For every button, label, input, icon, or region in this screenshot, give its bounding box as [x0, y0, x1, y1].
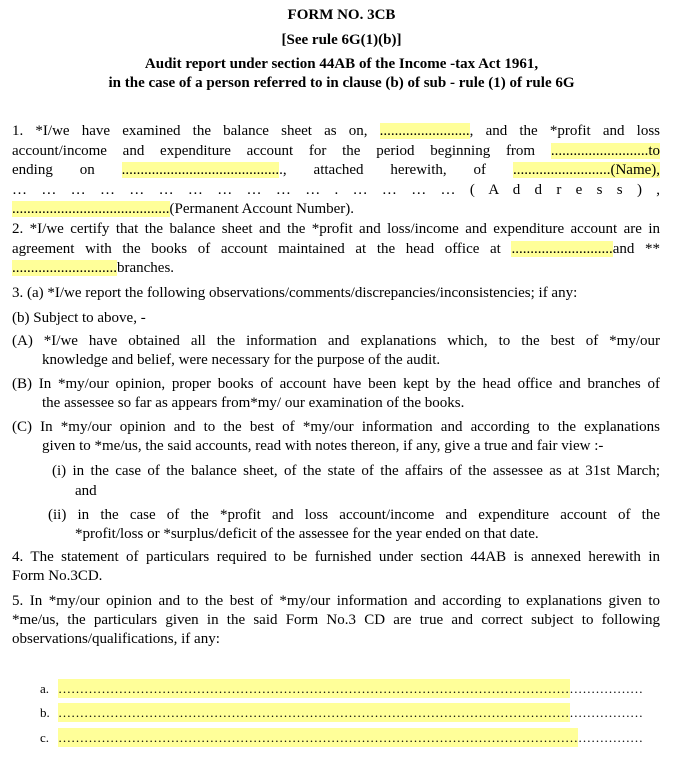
- item-c-field[interactable]: ………………………………………………………………………………………………………………………: [58, 730, 643, 745]
- address-label: ( A d d r e s s ) ,: [469, 181, 661, 198]
- para-3-A-line-2: knowledge and belief, were necessary for the purpose of the audit.: [42, 352, 441, 368]
- para-3b: (b) Subject to above, -: [12, 310, 146, 326]
- p2-text-2: agreement with the books of account maintained at the head office at: [12, 240, 501, 257]
- form-number: FORM NO. 3CB: [287, 7, 396, 23]
- pan-label: (Permanent Account Number).: [169, 201, 355, 217]
- head-office-field[interactable]: ...........................: [511, 240, 613, 257]
- para-3-B-line-2: the assessee so far as appears from*my/ our examination of the books.: [42, 395, 465, 411]
- para-3-C-line-1: (C) In *my/our opinion and to the best of *my/our information and according to the explanations: [12, 419, 660, 435]
- para-3-ii-line-1: (ii) in the case of the *profit and loss account/income and expenditure account of the: [48, 507, 660, 523]
- period-end-field[interactable]: ..........................................: [121, 162, 280, 178]
- balance-sheet-date-field[interactable]: ........................: [379, 123, 470, 139]
- para-3-B-line-1: (B) In *my/our opinion, proper books of account have been kept by the head office and branches of: [12, 376, 660, 392]
- para-3-ii-line-2: *profit/loss or *surplus/deficit of the assessee for the year ended on that date.: [75, 526, 539, 542]
- item-b-field[interactable]: ………………………………………………………………………………………………………………………: [58, 705, 643, 720]
- subtitle-line-1: Audit report under section 44AB of the Income -tax Act 1961,: [144, 56, 539, 72]
- rule-reference: [See rule 6G(1)(b)]: [281, 32, 402, 48]
- address-field[interactable]: … … … … … … … … … … … . … … … …: [12, 181, 456, 198]
- para-4-line-2: Form No.3CD.: [12, 568, 103, 584]
- para-3-C-line-2: given to *me/us, the said accounts, read with notes thereon, if any, give a true and fair view :-: [42, 438, 604, 454]
- para-3-i-line-2: and: [75, 483, 97, 499]
- para-5-line-3: observations/qualifications, if any:: [12, 631, 220, 647]
- subtitle-line-2: in the case of a person referred to in clause (b) of sub - rule (1) of rule 6G: [108, 75, 575, 91]
- item-b-label: b.: [40, 705, 50, 720]
- pan-field[interactable]: ..........................................: [12, 201, 170, 217]
- para-5-line-1: 5. In *my/our opinion and to the best of *my/our information and according to explanations given to: [12, 593, 660, 609]
- item-c-label: c.: [40, 730, 50, 745]
- p2-line-1: 2. *I/we certify that the balance sheet and the *profit and loss/income and expenditure account are in: [12, 221, 660, 237]
- p1-text-4: ending on: [12, 162, 95, 178]
- para-3a: 3. (a) *I/we report the following observations/comments/discrepancies/inconsistencies; if any:: [12, 285, 578, 301]
- item-a-label: a.: [40, 681, 50, 696]
- p2-text-4: branches.: [117, 260, 175, 276]
- para-3-A-line-1: (A) *I/we have obtained all the information and explanations which, to the best of *my/our: [12, 333, 660, 349]
- para-3-i-line-1: (i) in the case of the balance sheet, of the state of the affairs of the assessee as at 31st March;: [52, 463, 660, 479]
- para-4-line-1: 4. The statement of particulars required to be furnished under section 44AB is annexed herewith in: [12, 549, 660, 565]
- p1-text-1: 1. *I/we have examined the balance sheet as on,: [12, 123, 368, 139]
- p1-text-5: ., attached herewith, of: [279, 162, 487, 178]
- paragraph-1: [12, 122, 660, 220]
- p1-text-2: , and the *profit and loss: [469, 123, 661, 139]
- p2-text-3: and **: [612, 240, 660, 257]
- branches-field[interactable]: ............................: [12, 260, 117, 276]
- paragraph-2: [12, 220, 660, 279]
- item-a-field[interactable]: ………………………………………………………………………………………………………………………: [58, 681, 643, 696]
- name-field[interactable]: ..........................(Name),: [512, 162, 661, 178]
- period-begin-field[interactable]: ..........................to: [550, 142, 660, 159]
- p1-text-3: account/income and expenditure account for the period beginning from: [12, 142, 536, 159]
- para-5-line-2: *me/us, the particulars given in the said Form No.3 CD are true and correct subject to following: [12, 612, 660, 628]
